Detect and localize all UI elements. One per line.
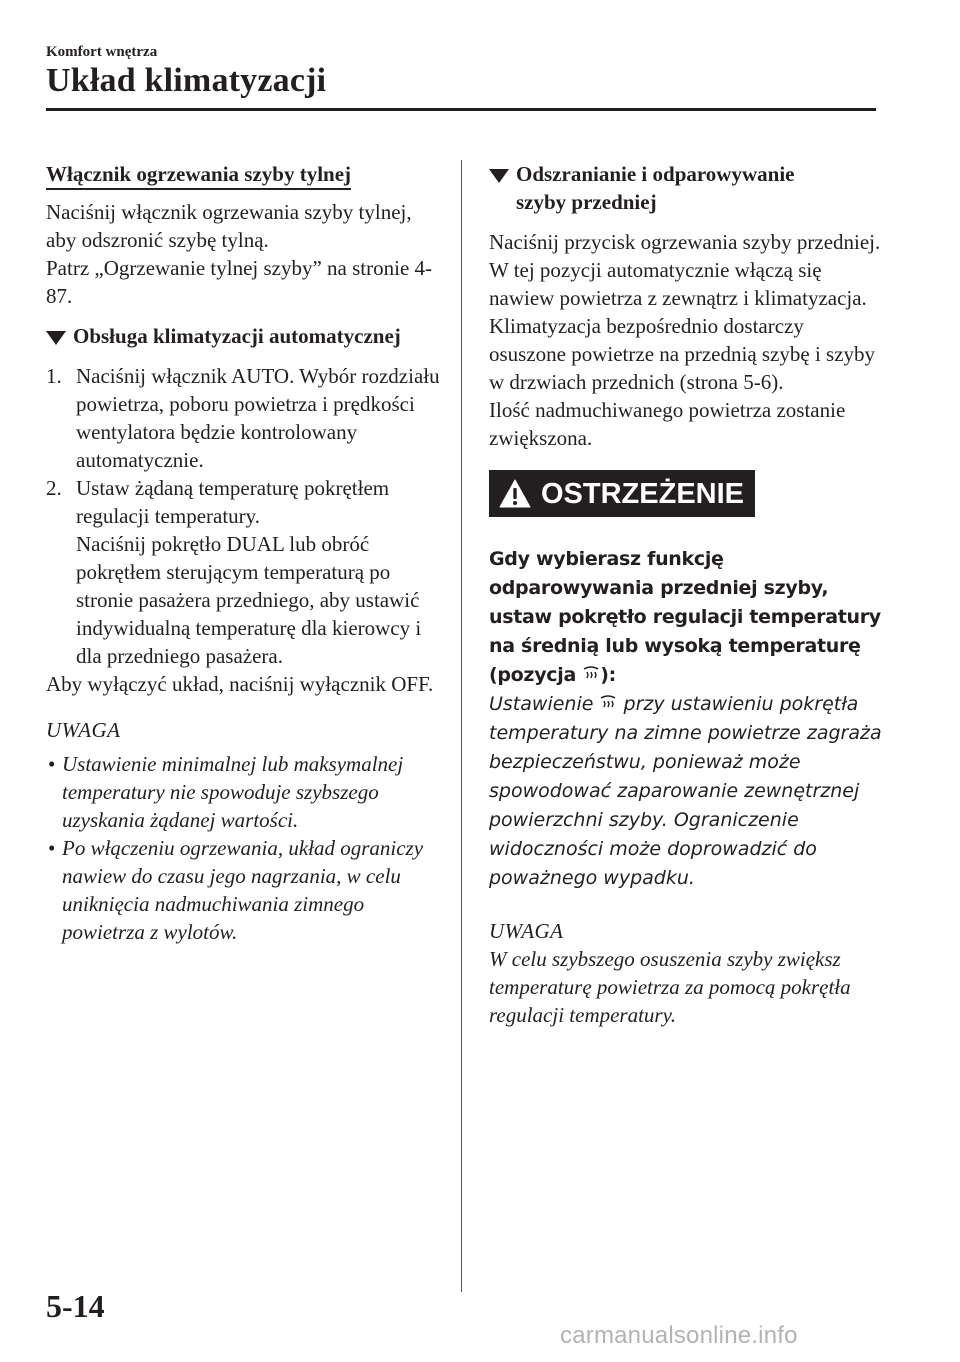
auto-steps-list [46,362,441,670]
column-divider [461,160,462,1292]
list-item [46,474,441,670]
warning-text [489,545,884,893]
warning-triangle-icon [489,470,541,517]
defrost-text-2: W tej pozycji automatycznie włączą się nawiew powietrza z zewnątrz i klimatyzacja. Klimatyzacja bezpośrednio dostarczy osuszone powietrze na przednią szybę i szyby w drzwiach przednich (strona 5-6). [489,258,876,394]
list-item [46,362,441,474]
section-triangle-icon [46,331,66,345]
defrost-icon [599,691,617,709]
note-bullet-text: Ustawienie minimalnej lub maksymalnej temperatury nie spowoduje szybszego uzyskania żądanej wartości. [62,752,404,832]
right-note [489,917,884,1029]
defrost-text-3: Ilość nadmuchiwanego powietrza zostanie zwiększona. [489,398,846,450]
note-title: UWAGA [46,718,121,742]
left-column [46,160,441,946]
note-bullets [46,750,441,946]
warning-badge-label: OSTRZEŻENIE [541,477,745,510]
rear-defog-heading: Włącznik ogrzewania szyby tylnej [46,161,351,190]
warning-badge [489,470,755,517]
right-column [489,160,884,1029]
step-extra-text: Naciśnij pokrętło DUAL lub obróć pokrętłem sterującym temperaturą po stronie pasażera przedniego, aby ustawić indywidualną temperaturę dla kierowcy i dla przedniego pasażera. [76,532,422,668]
warning-bold-text-end: ): [600,664,616,686]
list-item: • Ustawienie minimalnej lub maksymalnej temperatury nie spowoduje szybszego uzyskania żądanej wartości. [48,752,404,832]
step-text: Naciśnij włącznik AUTO. Wybór rozdziału powietrza, poboru powietrza i prędkości wentylatora będzie kontrolowany automatycznie. [76,364,440,472]
defrost-heading [489,160,884,216]
section-triangle-icon [489,169,509,183]
rear-defog-text: Naciśnij włącznik ogrzewania szyby tylnej, aby odszronić szybę tylną. [46,200,412,252]
defrost-icon [582,662,600,680]
defrost-heading-line1: Odszranianie i odparowywanie [516,162,795,186]
note-title: UWAGA [489,919,564,943]
auto-off-text: Aby wyłączyć układ, naciśnij wyłącznik OFF. [46,672,434,696]
list-item: • Po włączeniu ogrzewania, układ ograniczy nawiew do czasu jego nagrzania, w celu uniknięcia nadmuchiwania zimnego powietrza z wylotów. [48,836,424,944]
rear-defog-reference: Patrz „Ogrzewanie tylnej szyby” na stronie 4-87. [46,256,433,308]
auto-climate-heading-text: Obsługa klimatyzacji automatycznej [73,324,401,348]
warning-bold-text: Gdy wybierasz funkcję odparowywania przedniej szyby, ustaw pokrętło regulacji temperatury na średnią lub wysoką temperaturę (pozycja [489,548,881,686]
step-number: 2. [46,476,62,500]
defrost-text: Naciśnij przycisk ogrzewania szyby przedniej. [489,230,881,254]
step-text: Ustaw żądaną temperaturę pokrętłem regulacji temperatury. [76,476,390,528]
note-text: W celu szybszego osuszenia szyby zwiększ temperaturę powietrza za pomocą pokrętła regulacji temperatury. [489,947,851,1027]
chapter-title: Układ klimatyzacji [46,62,327,99]
defrost-heading-line2: szyby przedniej [516,190,657,214]
warning-italic-text-end: przy ustawieniu pokrętła temperatury na zimne powietrze zagraża bezpieczeństwu, ponieważ może spowodować zaparowanie zewnętrznej powierzchni szyby. Ograniczenie widoczności może doprowadzić do poważnego wypadku. [489,693,882,889]
watermark: carmanualsonline.info [560,1322,798,1349]
page-number: 5-14 [46,1288,105,1324]
warning-italic-text: Ustawienie [489,693,600,715]
header-rule [46,108,876,111]
section-label: Komfort wnętrza [46,44,158,60]
step-number: 1. [46,364,62,388]
auto-climate-heading [46,322,441,350]
note-bullet-text: Po włączeniu ogrzewania, układ ograniczy nawiew do czasu jego nagrzania, w celu uniknięcia nadmuchiwania zimnego powietrza z wylotów. [62,836,424,944]
